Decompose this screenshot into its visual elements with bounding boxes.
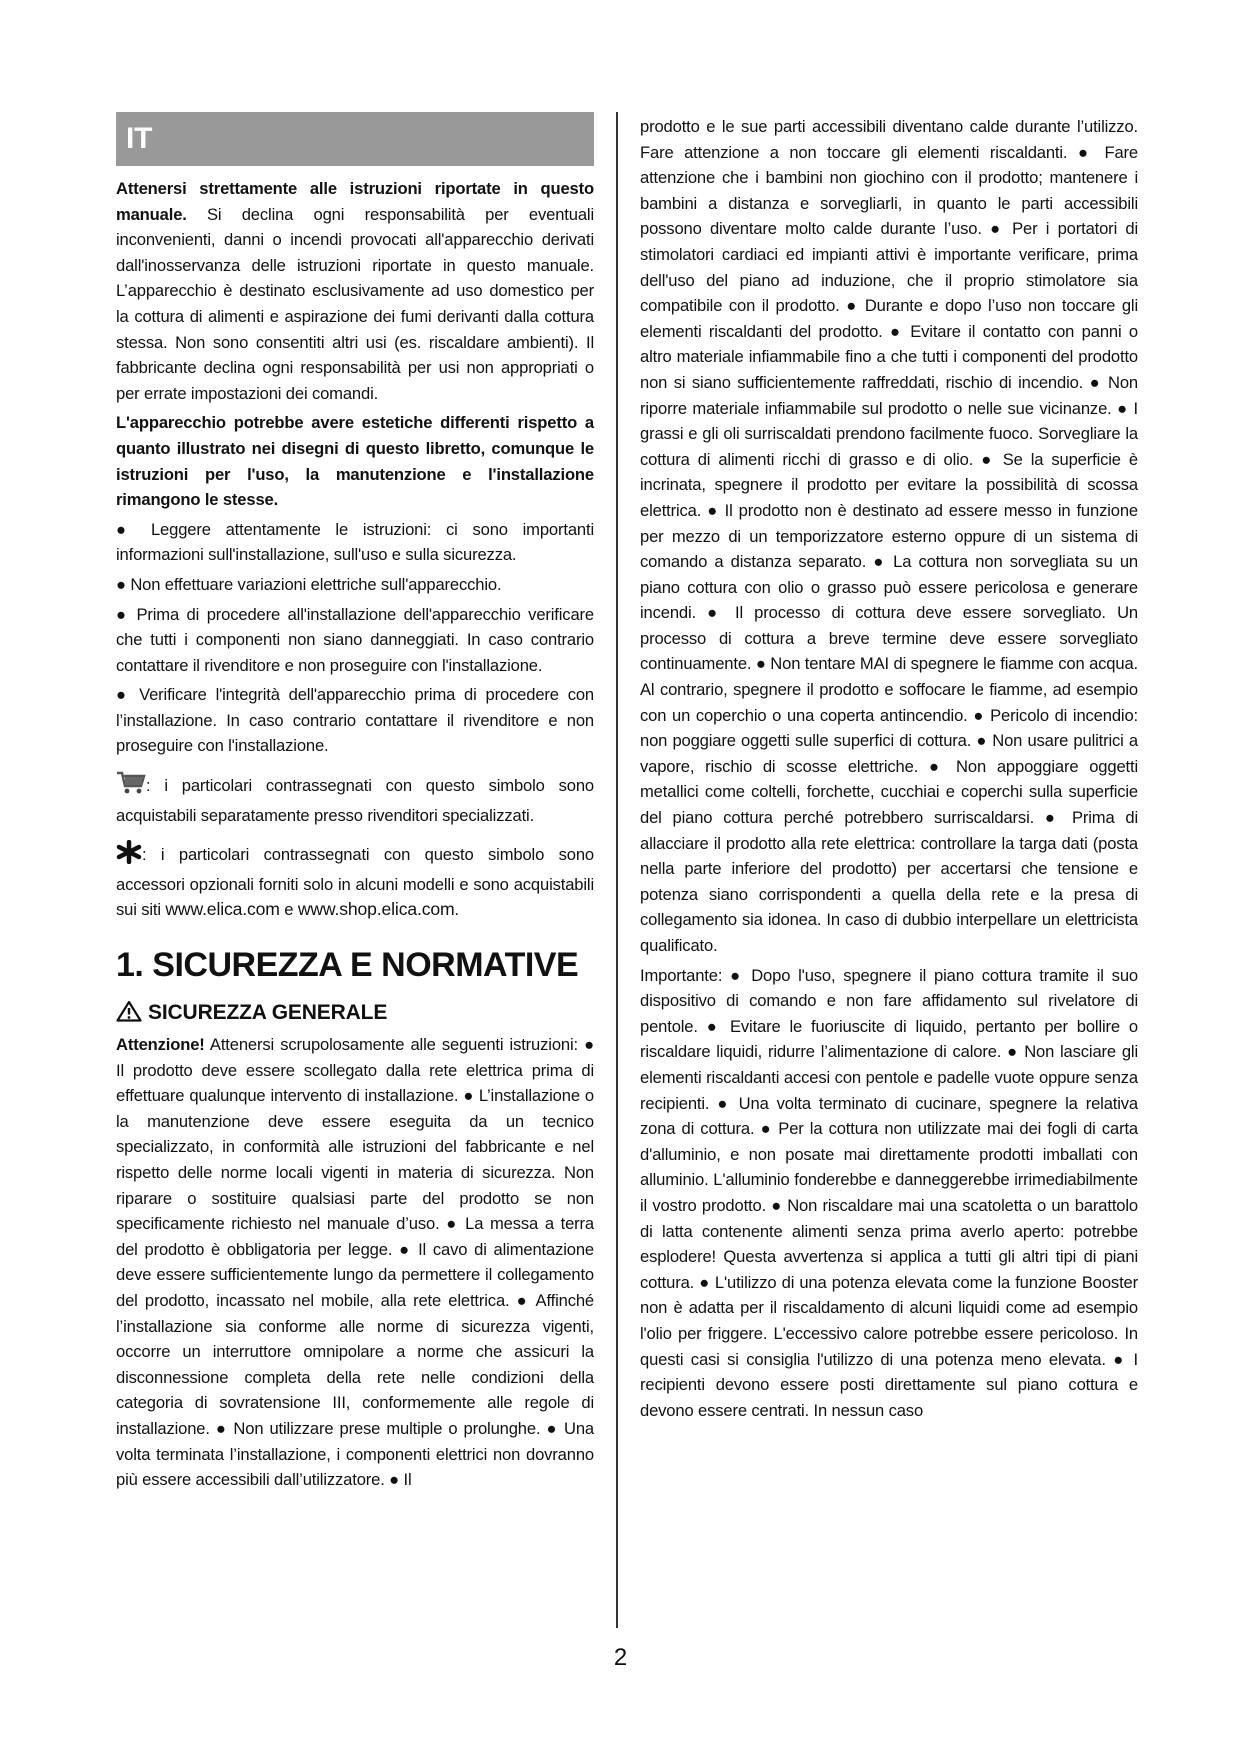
cart-note-text: : i particolari contrassegnati con questo simbolo sono acquistabili separatamente presso rivenditori specializzati. xyxy=(116,776,594,825)
column-divider xyxy=(616,112,618,1628)
safety-paragraph-right-1: prodotto e le sue parti accessibili diventano calde durante l’utilizzo. Fare attenzione a non toccare gli elementi riscaldanti. ● Fare attenzione che i bambini non giochino con il prodotto; mantenere i bambini a distanza e sorvegliarli, in quanto le parti accessibili possono diventare molto calde durante l’uso. ● Per i portatori di stimolatori cardiaci ed impianti attivi è importante verificare, prima dell'uso del piano ad induzione, che il proprio stimolatore sia compatibile con il prodotto. ● Durante e dopo l’uso non toccare gli elementi riscaldanti del prodotto. ● Evitare il contatto con panni o altro materiale infiammabile fino a che tutti i componenti del prodotto non si siano sufficientemente raffreddati, rischio di incendio. ● Non riporre materiale infiammabile sul prodotto o nelle sue vicinanze. ● I grassi e gli oli surriscaldati prendono facilmente fuoco. Sorvegliare la cottura di alimenti ricchi di grasso e di olio. ● Se la superficie è incrinata, spegnere il prodotto per evitare la possibilità di scossa elettrica. ● Il prodotto non è destinato ad essere messo in funzione per mezzo di un temporizzatore esterno oppure di un sistema di comando a distanza separato. ● La cottura non sorvegliata su un piano cottura con olio o grasso può essere pericolosa e generare incendi. ● Il processo di cottura deve essere sorvegliato. Un processo di cottura a breve termine deve essere sorvegliato continuamente. ● Non tentare MAI di spegnere le fiamme con acqua. Al contrario, spegnere il prodotto e soffocare le fiamme, ad esempio con un coperchio o una coperta antincendio. ● Pericolo di incendio: non poggiare oggetti sulle superfici di cottura. ● Non usare pulitrici a vapore, rischio di scosse elettriche. ● Non appoggiare oggetti metallici come coltelli, forchette, cucchiai e coperchi sulla superficie del piano cottura perché potrebbero surriscaldarsi. ● Prima di allacciare il prodotto alla rete elettrica: controllare la targa dati (posta nella parte inferiore del prodotto) per accertarsi che tensione e potenza siano corrispondenti a quella della rete e la presa di collegamento sia idonea. In caso di dubbio interpellare un elettricista qualificato. xyxy=(640,117,1138,955)
safety-paragraph-left xyxy=(116,1032,594,1493)
site-end: . xyxy=(454,900,459,920)
star-symbol-note xyxy=(116,840,594,923)
shopping-cart-icon xyxy=(116,771,146,803)
star-note-text: : i particolari contrassegnati con questo simbolo sono accessori opzionali forniti solo in alcuni modelli e sono acquistabili sui siti xyxy=(116,845,594,920)
left-column xyxy=(116,112,594,1497)
intro-lead-rest: Si declina ogni responsabilità per eventuali inconvenienti, danni o incendi provocati all'apparecchio derivati dall'inosservanza delle istruzioni riportate in questo manuale. L’apparecchio è destinato esclusivamente ad uso domestico per la cottura di alimenti e aspirazione dei fumi derivanti dalla cottura stessa. Non sono consentiti altri usi (es. riscaldare ambienti). Il fabbricante declina ogni responsabilità per usi non appropriati o per errate impostazioni dei comandi. xyxy=(116,204,594,403)
intro-bullet-2: ● Non effettuare variazioni elettriche sull'apparecchio. xyxy=(116,574,502,594)
intro-lead-bold: Attenersi strettamente alle istruzioni riportate in questo manuale. xyxy=(116,179,594,224)
right-column xyxy=(640,114,1138,1427)
site-link-shop[interactable]: www.shop.elica.com xyxy=(297,899,455,920)
section-title: 1. SICUREZZA E NORMATIVE xyxy=(116,946,579,985)
cart-symbol-note xyxy=(116,771,594,828)
warning-icon xyxy=(116,1000,142,1030)
language-header xyxy=(116,112,594,166)
site-and: e xyxy=(284,900,294,920)
page-number: 2 xyxy=(613,1644,628,1671)
subsection-title-text: SICUREZZA GENERALE xyxy=(148,1001,388,1025)
intro-bullet-4: ● Verificare l'integrità dell'apparecchio prima di procedere con l’installazione. In caso contrario contattare il rivenditore e non proseguire con l'installazione. xyxy=(116,685,594,756)
safety-text-left: Attenersi scrupolosamente alle seguenti istruzioni: ● Il prodotto deve essere scollegato dalla rete elettrica prima di effettuare qualunque intervento di installazione. ● L’installazione o la manutenzione deve essere eseguita da un tecnico specializzato, in conformità alle istruzioni del fabbricante e nel rispetto delle norme locali vigenti in materia di sicurezza. Non riparare o sostituire qualsiasi parte del prodotto se non specificamente richiesto nel manuale d’uso. ● La messa a terra del prodotto è obbligatoria per legge. ● Il cavo di alimentazione deve essere sufficientemente lungo da permettere il collegamento del prodotto, incassato nel mobile, alla rete elettrica. ● Affinché l’installazione sia conforme alle norme di sicurezza vigenti, occorre un interruttore omnipolare a norme che assicuri la disconnessione completa della rete nelle condizioni della categoria di sovratensione III, conformemente alle regole di installazione. ● Non utilizzare prese multiple o prolunghe. ● Una volta terminata l’installazione, i componenti elettrici non dovranno più essere accessibili dall’utilizzatore. ● Il xyxy=(116,1035,594,1490)
site-link-elica[interactable]: www.elica.com xyxy=(165,899,280,920)
subsection-title xyxy=(116,999,594,1030)
safety-paragraph-right-2: Importante: ● Dopo l'uso, spegnere il piano cottura tramite il suo dispositivo di comando e non fare affidamento sul rivelatore di pentole. ● Evitare le fuoriuscite di liquido, pertanto per bollire o riscaldare liquidi, ridurre l’alimentazione di calore. ● Non lasciare gli elementi riscaldanti accesi con pentole e padelle vuote oppure senza recipienti. ● Una volta terminato di cucinare, spegnere la relativa zona di cottura. ● Per la cottura non utilizzate mai dei fogli di carta d'alluminio, e non posate mai direttamente prodotti imballati con alluminio. L'alluminio fonderebbe e danneggerebbe irrimediabilmente il vostro prodotto. ● Non riscaldare mai una scatoletta o un barattolo di latta contenente alimenti senza prima averlo aperto: potrebbe esplodere! Questa avvertenza si applica a tutti gli altri tipi di piani cottura. ● L'utilizzo di una potenza elevata come la funzione Booster non è adatta per il riscaldamento di alcuni liquidi come ad esempio l'olio per friggere. L'eccessivo calore potrebbe essere pericoloso. In questi casi si consiglia l'utilizzo di una potenza meno elevata. ● I recipienti devono essere posti direttamente sul piano cottura e devono essere centrati. In nessun caso xyxy=(640,965,1138,1420)
language-code: IT xyxy=(126,122,153,155)
intro-bullet-3: ● Prima di procedere all'installazione dell'apparecchio verificare che tutti i componenti non siano danneggiati. In caso contrario contattare il rivenditore e non proseguire con l'installazione. xyxy=(116,604,594,675)
attention-label: Attenzione! xyxy=(116,1035,205,1055)
intro-paragraph xyxy=(116,176,594,406)
design-note: L'apparecchio potrebbe avere estetiche differenti rispetto a quanto illustrato nei disegni di questo libretto, comunque le istruzioni per l'uso, la manutenzione e l'installazione rimangono le stesse. xyxy=(116,413,594,510)
intro-bullet-1: ● Leggere attentamente le istruzioni: ci sono importanti informazioni sull'installazione, sull'uso e sulla sicurezza. xyxy=(116,519,594,565)
asterisk-icon xyxy=(116,840,142,872)
